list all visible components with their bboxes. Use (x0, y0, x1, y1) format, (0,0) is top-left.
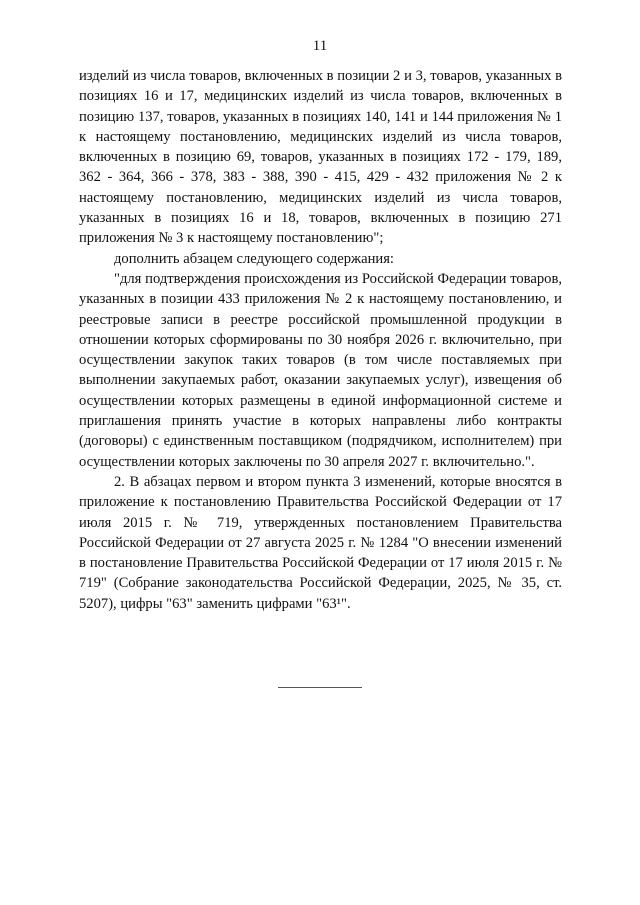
end-separator-line (278, 687, 362, 688)
page-number: 11 (312, 38, 328, 54)
paragraph-instruction: дополнить абзацем следующего содержания: (114, 250, 394, 267)
paragraph-quoted-text: "для подтверждения происхождения из Российской Федерации товаров, указанных в позиции 433 приложения № 2 к настоящему постановлению, и реестровые записи в реестре российской промышленной продукции в отношении которых сформированы по 30 ноября 2026 г. включительно, при осуществлении закупок таких товаров (в том числе поставляемых при выполнении закупаемых работ, оказании закупаемых услуг), извещения об осуществлении которых размещены в единой информационной системе и приглашения принять участие в которых направлены либо контракты (договоры) с единственным поставщиком (подрядчиком, исполнителем) при осуществлении которых заключены по 30 апреля 2027 г. включительно.". (79, 270, 562, 470)
document-body (79, 66, 562, 614)
paragraph-continuation: изделий из числа товаров, включенных в позиции 2 и 3, товаров, указанных в позициях 16 и 17, медицинских изделий из числа товаров, включенных в позицию 137, товаров, указанных в позициях 140, 141 и 144 приложения № 1 к настоящему постановлению, медицинских изделий из числа товаров, включенных в позицию 69, товаров, указанных в позициях 172 - 179, 189, 362 - 364, 366 - 378, 383 - 388, 390 - 415, 429 - 432 приложения № 2 к настоящему постановлению, медицинских изделий из числа товаров, указанных в позициях 16 и 18, товаров, включенных в позицию 271 приложения № 3 к настоящему постановлению"; (79, 68, 562, 247)
paragraph-item-2: 2. В абзацах первом и втором пункта 3 изменений, которые вносятся в приложение к постановлению Правительства Российской Федерации от 17 июля 2015 г. № 719, утвержденных постановлением Правительства Российской Федерации от 27 августа 2025 г. № 1284 "О внесении изменений в постановление Правительства Российской Федерации от 17 июля 2015 г. № 719" (Собрание законодательства Российской Федерации, 2025, № 35, ст. 5207), цифры "63" заменить цифрами "63¹". (79, 473, 562, 612)
